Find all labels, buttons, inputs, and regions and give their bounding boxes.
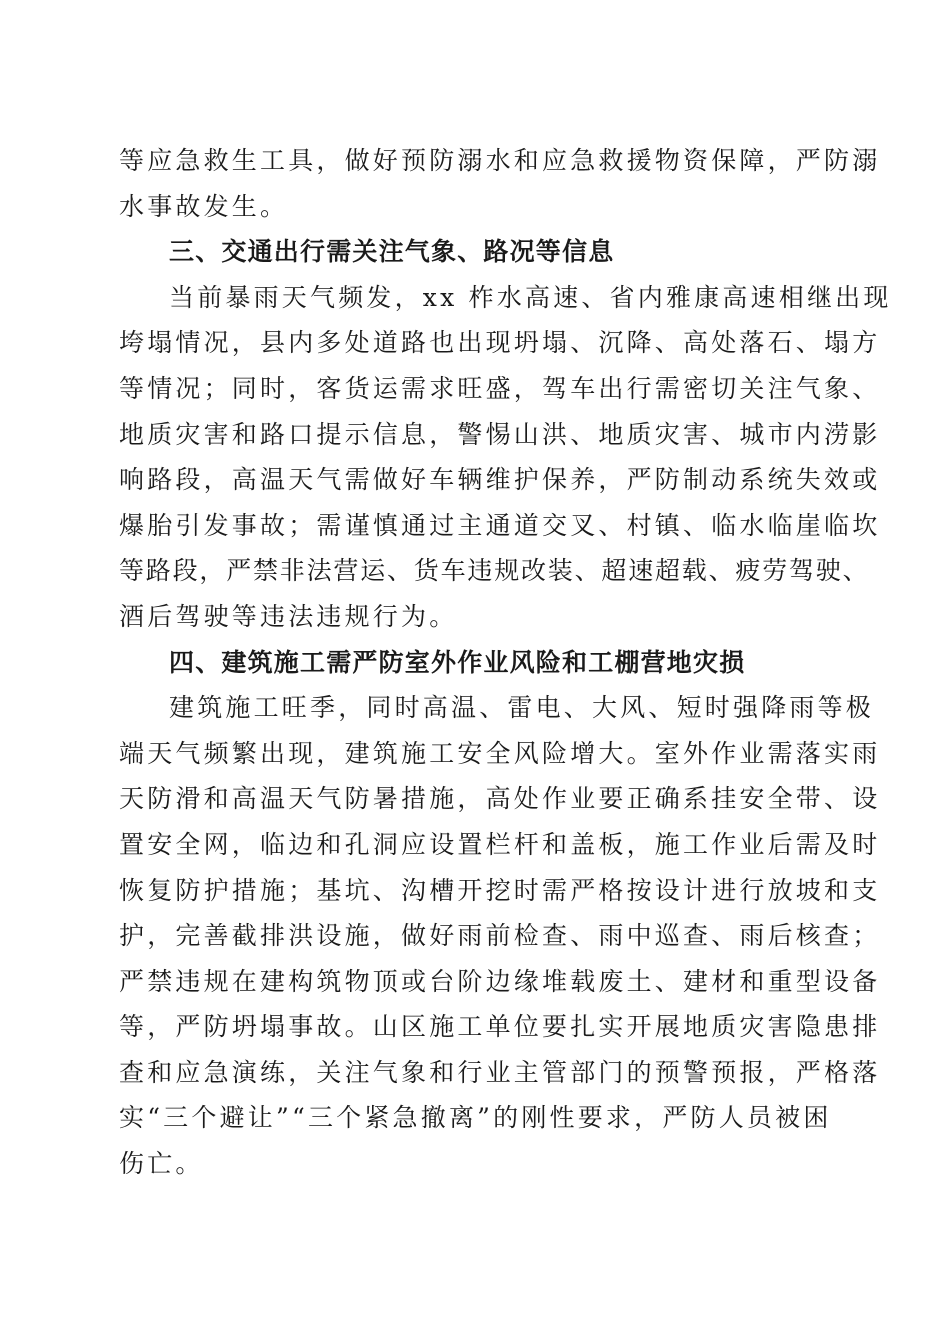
paragraph-line: 恢复防护措施；基坑、沟槽开挖时需严格按设计进行放坡和支 — [119, 875, 881, 905]
paragraph-line: 当前暴雨天气频发，xx 柞水高速、省内雅康高速相继出现 — [169, 282, 892, 312]
paragraph-line: 等应急救生工具，做好预防溺水和应急救援物资保障，严防溺 — [119, 146, 881, 175]
paragraph-line: 查和应急演练，关注气象和行业主管部门的预警预报，严格落 — [119, 1057, 881, 1087]
paragraph-line: 置安全网，临边和孔洞应设置栏杆和盖板，施工作业后需及时 — [119, 829, 881, 859]
section-4-paragraph — [119, 685, 881, 1187]
section-4-heading: 四、建筑施工需严防室外作业风险和工棚营地灾损 — [169, 647, 746, 677]
paragraph-line: 酒后驾驶等违法违规行为。 — [119, 601, 458, 631]
section-3-heading: 三、交通出行需关注气象、路况等信息 — [169, 237, 615, 267]
paragraph-line: 严禁违规在建构筑物顶或台阶边缘堆载废土、建材和重型设备 — [119, 966, 881, 996]
paragraph-line: 等，严防坍塌事故。山区施工单位要扎实开展地质灾害隐患排 — [119, 1012, 881, 1042]
paragraph-line: 等情况；同时，客货运需求旺盛，驾车出行需密切关注气象、 — [119, 373, 881, 403]
paragraph-line: 爆胎引发事故；需谨慎通过主通道交叉、村镇、临水临崖临坎 — [119, 510, 881, 540]
paragraph-line: 响路段，高温天气需做好车辆维护保养，严防制动系统失效或 — [119, 465, 881, 495]
document-body — [119, 138, 892, 1187]
paragraph-line: 天防滑和高温天气防暑措施，高处作业要正确系挂安全带、设 — [119, 784, 881, 814]
section-3-paragraph — [119, 275, 892, 640]
paragraph-line: 建筑施工旺季，同时高温、雷电、大风、短时强降雨等极 — [169, 693, 875, 723]
paragraph-line: 护，完善截排洪设施，做好雨前检查、雨中巡查、雨后核查； — [119, 921, 881, 951]
paragraph-line: 等路段，严禁非法营运、货车违规改装、超速超载、疲劳驾驶、 — [119, 556, 870, 586]
continuation-paragraph — [119, 138, 881, 229]
paragraph-line: 地质灾害和路口提示信息，警惕山洪、地质灾害、城市内涝影 — [119, 419, 881, 449]
paragraph-line: 伤亡。 — [119, 1149, 204, 1179]
paragraph-line: 实“三个避让”“三个紧急撤离”的刚性要求，严防人员被困 — [119, 1103, 832, 1133]
paragraph-line: 端天气频繁出现，建筑施工安全风险增大。室外作业需落实雨 — [119, 738, 881, 768]
paragraph-line: 垮塌情况，县内多处道路也出现坍塌、沉降、高处落石、塌方 — [119, 328, 881, 358]
paragraph-line: 水事故发生。 — [119, 191, 289, 221]
